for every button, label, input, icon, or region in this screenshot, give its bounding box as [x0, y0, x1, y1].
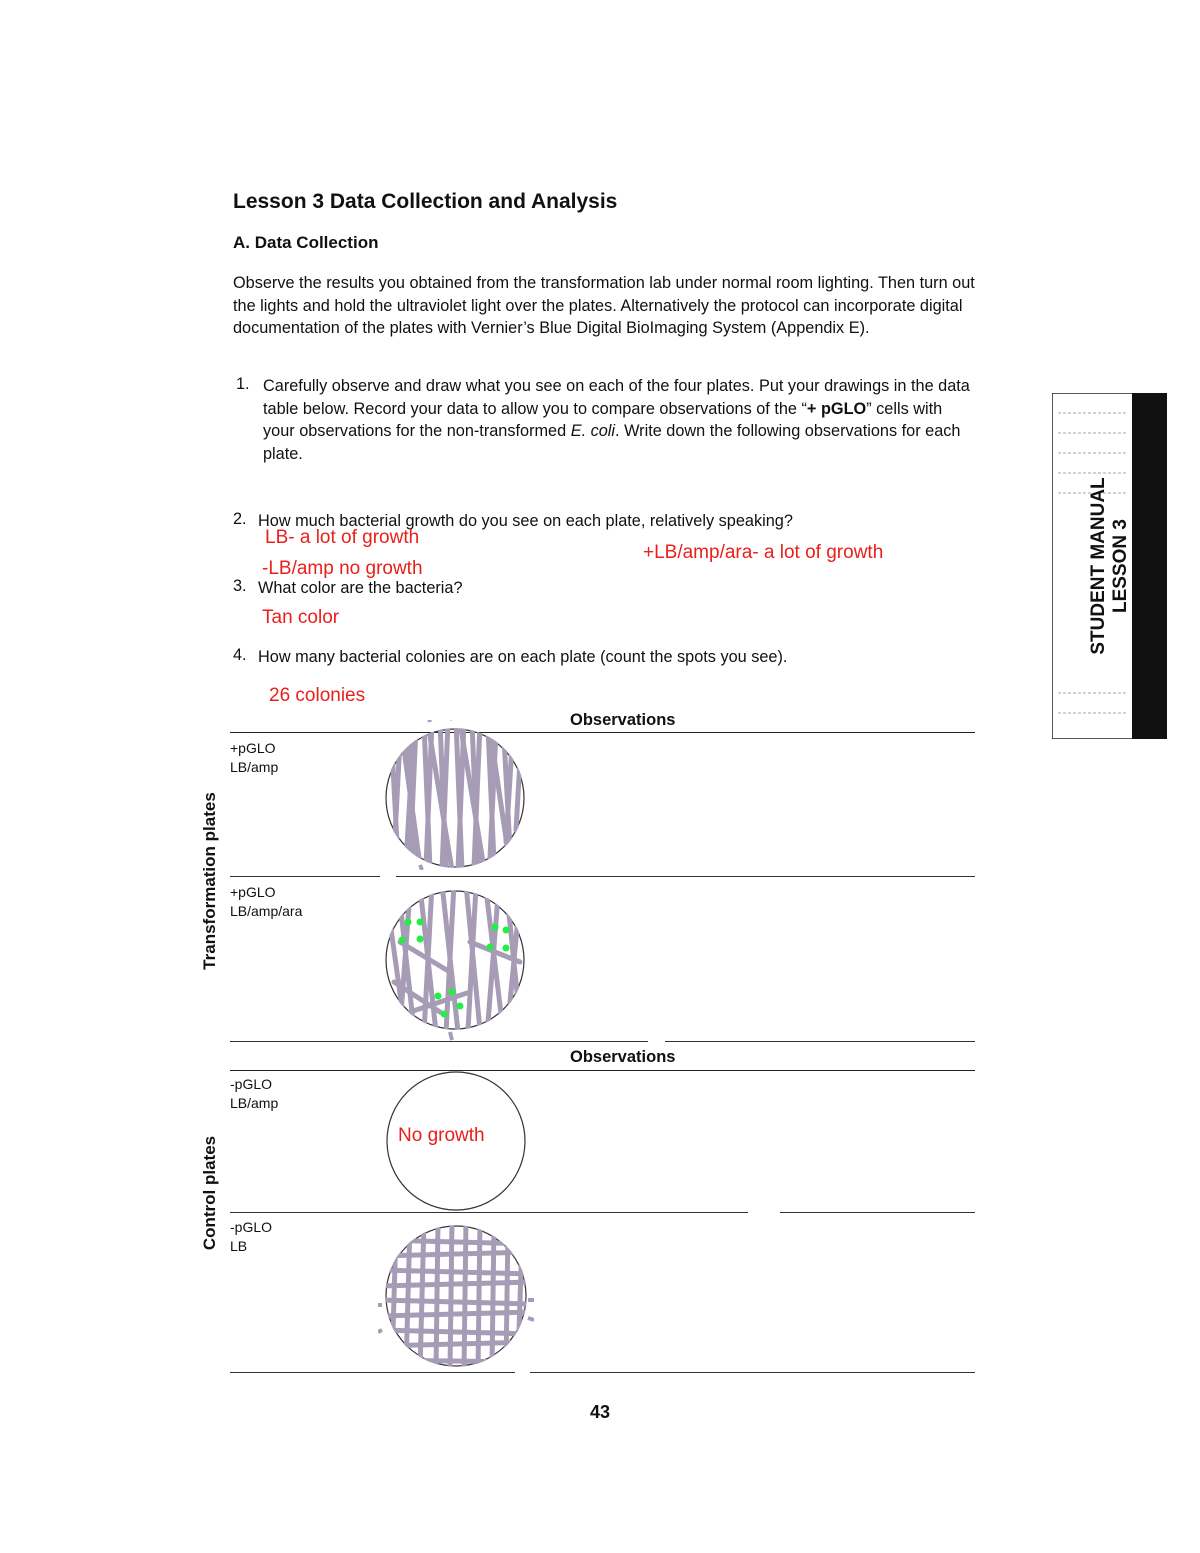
row-divider-3b: [780, 1212, 975, 1213]
side-tab-line1: STUDENT MANUAL: [1088, 477, 1109, 655]
page-number: 43: [589, 1402, 611, 1422]
observations-header-2: Observations: [570, 1048, 676, 1066]
question-2-number: 2.: [233, 510, 247, 528]
plate-nopglo-lb-drawing: [378, 1220, 534, 1370]
plate-pglo-lbamp-drawing: [380, 720, 530, 870]
question-3-text: What color are the bacteria?: [258, 579, 463, 597]
row-label-pglo-lbamp: +pGLO LB/amp: [230, 740, 279, 775]
question-4-text: How many bacterial colonies are on each plate (count the spots you see).: [258, 648, 788, 666]
answer-growth-lbamp: -LB/amp no growth: [262, 558, 423, 579]
question-1-number: 1.: [236, 375, 250, 393]
answer-growth-lb: LB- a lot of growth: [265, 527, 420, 548]
plate-pglo-lbampara-drawing: [380, 882, 530, 1042]
control-plates-label: Control plates: [200, 1135, 219, 1251]
row-divider-1a: [230, 876, 380, 877]
question-3-number: 3.: [233, 577, 247, 595]
lesson-title: Lesson 3 Data Collection and Analysis: [233, 190, 618, 213]
intro-paragraph: Observe the results you obtained from the transformation lab under normal room lighting. Then turn out the lights and hold the ultraviolet light over the plates. Alternatively the protocol can incorporate digital documentation of the plates with Vernier’s Blue Digital BioImaging System (Appendix E).: [233, 274, 975, 337]
table-top-rule-1: [230, 732, 975, 733]
row-label-nopglo-lbamp: -pGLO LB/amp: [230, 1076, 279, 1111]
section-heading: A. Data Collection: [233, 233, 379, 252]
question-1-text: Carefully observe and draw what you see on each of the four plates. Put your drawings in the data table below. Record your data to allow you to compare observations of the “+ pGLO” cells with your observations for the non-transformed E. coli. Write down the following observations for each plate.: [263, 377, 970, 463]
answer-growth-lbampara: +LB/amp/ara- a lot of growth: [643, 542, 884, 563]
row-divider-1b: [396, 876, 975, 877]
transformation-plates-label: Transformation plates: [200, 792, 219, 970]
side-tab-line2: LESSON 3: [1110, 519, 1131, 613]
table-top-rule-2: [230, 1070, 975, 1071]
side-tab: [1052, 393, 1167, 739]
row-label-nopglo-lb: -pGLO LB: [230, 1219, 273, 1254]
row-label-pglo-lbampara: +pGLO LB/amp/ara: [230, 884, 303, 919]
question-2-text: How much bacterial growth do you see on each plate, relatively speaking?: [258, 512, 793, 530]
row-divider-2b: [665, 1041, 975, 1042]
answer-color: Tan color: [262, 607, 340, 628]
observations-header-1: Observations: [570, 711, 676, 729]
question-4-number: 4.: [233, 646, 247, 664]
row-divider-4a: [230, 1372, 515, 1373]
answer-no-growth: No growth: [398, 1125, 485, 1146]
answer-colonies: 26 colonies: [269, 685, 366, 706]
row-divider-4b: [530, 1372, 975, 1373]
